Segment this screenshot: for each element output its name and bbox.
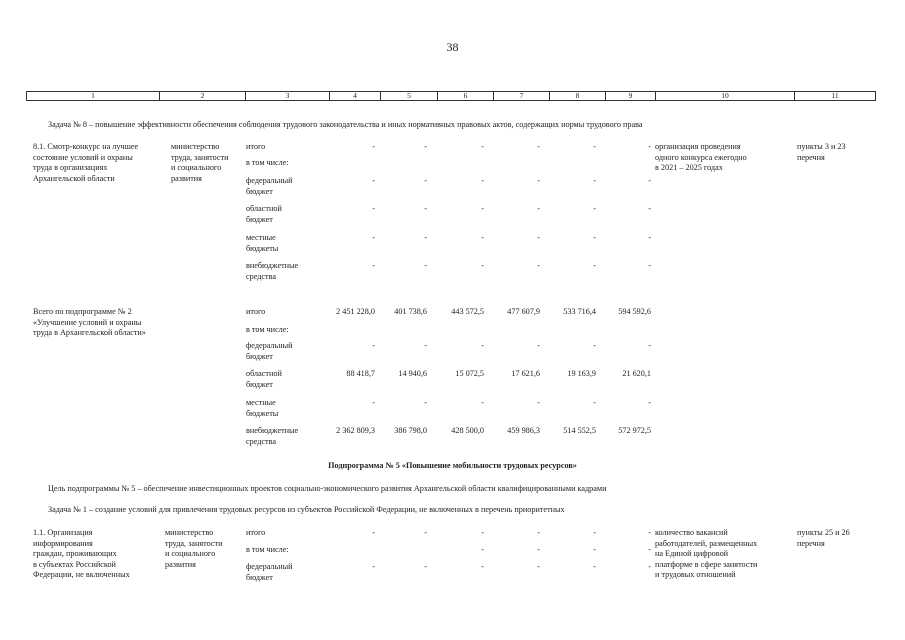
total-2-funding-value: -	[593, 341, 596, 350]
task-1-heading: Задача № 1 – создание условий для привлечения трудовых ресурсов из субъектов Российской Федерации, не включенных в перечень приоритетных	[48, 505, 565, 514]
row-8-1-funding-value: -	[648, 233, 651, 242]
row-1-1-funding-value: -	[481, 528, 484, 537]
row-8-1-funding-value: -	[648, 142, 651, 151]
row-8-1-funding-value: -	[481, 204, 484, 213]
total-2-funding-value: 401 738,6	[394, 307, 427, 316]
total-subprogram-2-name: Всего по подпрограмме № 2 «Улучшение условий и охраны труда в Архангельской области»	[33, 307, 146, 337]
header-col-10: 10	[656, 92, 795, 100]
header-col-3: 3	[246, 92, 330, 100]
row-8-1-funding-value: -	[372, 176, 375, 185]
row-8-1-funding-value: -	[537, 233, 540, 242]
row-8-1-funding-value: -	[372, 261, 375, 270]
row-1-1-funding-label: в том числе:	[246, 545, 289, 554]
total-2-funding-value: 572 972,5	[618, 426, 651, 435]
row-8-1-reference: пункты 3 и 23 перечня	[797, 142, 846, 162]
total-2-funding-value: -	[424, 398, 427, 407]
subprogram-5-goal: Цель подпрограммы № 5 – обеспечение инвестиционных проектов социально-экономического развития Архангельской области квалифицированными кадрами	[48, 484, 607, 493]
total-2-funding-value: -	[424, 341, 427, 350]
row-8-1-funding-value: -	[424, 204, 427, 213]
row-8-1-funding-value: -	[593, 142, 596, 151]
row-1-1-funding-label: итого	[246, 528, 266, 537]
row-8-1-funding-label: в том числе:	[246, 158, 289, 167]
row-8-1-funding-value: -	[424, 233, 427, 242]
total-2-funding-value: -	[537, 398, 540, 407]
row-1-1-executor: министерство труда, занятости и социального развития	[165, 528, 223, 569]
row-8-1-funding-value: -	[648, 261, 651, 270]
header-col-9: 9	[606, 92, 656, 100]
row-1-1-funding-label: федеральный бюджет	[246, 562, 293, 582]
total-2-funding-value: -	[481, 341, 484, 350]
row-1-1-funding-value: -	[372, 528, 375, 537]
total-2-funding-label: местные бюджеты	[246, 398, 279, 418]
header-col-5: 5	[381, 92, 438, 100]
row-8-1-funding-value: -	[537, 176, 540, 185]
subprogram-5-title: Подпрограмма № 5 «Повышение мобильности трудовых ресурсов»	[328, 461, 577, 470]
row-8-1-funding-value: -	[593, 233, 596, 242]
header-col-6: 6	[438, 92, 494, 100]
header-col-8: 8	[550, 92, 606, 100]
total-2-funding-value: 2 362 809,3	[336, 426, 375, 435]
row-8-1-funding-value: -	[648, 176, 651, 185]
row-8-1-funding-value: -	[537, 142, 540, 151]
total-2-funding-label: итого	[246, 307, 266, 316]
total-2-funding-value: -	[648, 341, 651, 350]
row-8-1-funding-value: -	[481, 261, 484, 270]
row-8-1-funding-value: -	[537, 261, 540, 270]
row-1-1-funding-value: -	[537, 528, 540, 537]
total-2-funding-value: -	[372, 341, 375, 350]
row-1-1-funding-value: -	[481, 545, 484, 554]
header-col-1: 1	[27, 92, 160, 100]
row-8-1-funding-value: -	[372, 142, 375, 151]
total-2-funding-label: областной бюджет	[246, 369, 282, 389]
total-2-funding-value: 533 716,4	[563, 307, 596, 316]
total-2-funding-value: 21 620,1	[622, 369, 651, 378]
total-2-funding-value: 386 798,0	[394, 426, 427, 435]
row-8-1-funding-label: итого	[246, 142, 266, 151]
header-col-11: 11	[831, 91, 839, 100]
total-2-funding-label: федеральный бюджет	[246, 341, 293, 361]
total-2-funding-value: 17 621,6	[511, 369, 540, 378]
table-header-row	[26, 91, 876, 101]
total-2-funding-value: 459 986,3	[507, 426, 540, 435]
row-1-1-funding-value: -	[424, 528, 427, 537]
row-8-1-funding-value: -	[424, 142, 427, 151]
row-8-1-funding-value: -	[372, 233, 375, 242]
total-2-funding-value: 88 418,7	[346, 369, 375, 378]
row-1-1-funding-value: -	[424, 562, 427, 571]
row-8-1-funding-value: -	[537, 204, 540, 213]
row-8-1-funding-value: -	[481, 142, 484, 151]
total-2-funding-value: -	[481, 398, 484, 407]
row-8-1-funding-value: -	[424, 261, 427, 270]
header-col-7: 7	[494, 92, 550, 100]
row-1-1-funding-value: -	[537, 545, 540, 554]
row-8-1-funding-label: областной бюджет	[246, 204, 282, 224]
total-2-funding-value: -	[372, 398, 375, 407]
row-8-1-funding-label: федеральный бюджет	[246, 176, 293, 196]
total-2-funding-value: 428 500,0	[451, 426, 484, 435]
total-2-funding-value: 15 072,5	[455, 369, 484, 378]
row-1-1-funding-value: -	[593, 528, 596, 537]
total-2-funding-value: 443 572,5	[451, 307, 484, 316]
row-8-1-result: организация проведения одного конкурса ежегодно в 2021 – 2025 годах	[655, 142, 747, 172]
row-1-1-funding-value: -	[372, 562, 375, 571]
total-2-funding-label: в том числе:	[246, 325, 289, 334]
row-8-1-funding-value: -	[372, 204, 375, 213]
total-2-funding-value: -	[593, 398, 596, 407]
row-8-1-executor: министерство труда, занятости и социального развития	[171, 142, 229, 183]
row-8-1-funding-value: -	[593, 204, 596, 213]
row-1-1-funding-value: -	[481, 562, 484, 571]
row-1-1-reference: пункты 25 и 26 перечня	[797, 528, 850, 548]
header-col-4: 4	[330, 92, 381, 100]
header-col-2: 2	[160, 92, 246, 100]
total-2-funding-label: внебюджетные средства	[246, 426, 299, 446]
row-8-1-name: 8.1. Смотр-конкурс на лучшее состояние условий и охраны труда в организациях Архангельской области	[33, 142, 139, 183]
row-8-1-funding-value: -	[424, 176, 427, 185]
row-1-1-funding-value: -	[648, 528, 651, 537]
row-8-1-funding-value: -	[593, 261, 596, 270]
row-8-1-funding-label: местные бюджеты	[246, 233, 279, 253]
row-8-1-funding-value: -	[481, 233, 484, 242]
total-2-funding-value: -	[537, 341, 540, 350]
row-1-1-funding-value: -	[648, 545, 651, 554]
total-2-funding-value: 2 451 228,0	[336, 307, 375, 316]
task-8-heading: Задача № 8 – повышение эффективности обеспечения соблюдения трудового законодательства и иных нормативных правовых актов, содержащих нормы трудового права	[48, 120, 643, 129]
row-1-1-result: количество вакансий работодателей, размещенных на Единой цифровой платформе в сфере занятости и трудовых отношений	[655, 528, 758, 579]
total-2-funding-value: 594 592,6	[618, 307, 651, 316]
row-8-1-funding-value: -	[481, 176, 484, 185]
row-1-1-name: 1.1. Организация информирования граждан, проживающих в субъектах Российской Федерации, не включенных	[33, 528, 130, 579]
total-2-funding-value: 19 163,9	[567, 369, 596, 378]
row-1-1-funding-value: -	[593, 562, 596, 571]
total-2-funding-value: 14 940,6	[398, 369, 427, 378]
row-8-1-funding-label: внебюджетные средства	[246, 261, 299, 281]
row-8-1-funding-value: -	[648, 204, 651, 213]
total-2-funding-value: 477 607,9	[507, 307, 540, 316]
total-2-funding-value: -	[648, 398, 651, 407]
row-1-1-funding-value: -	[593, 545, 596, 554]
row-1-1-funding-value: -	[648, 562, 651, 571]
total-2-funding-value: 514 552,5	[563, 426, 596, 435]
row-8-1-funding-value: -	[593, 176, 596, 185]
page-number: 38	[446, 40, 459, 54]
row-1-1-funding-value: -	[537, 562, 540, 571]
